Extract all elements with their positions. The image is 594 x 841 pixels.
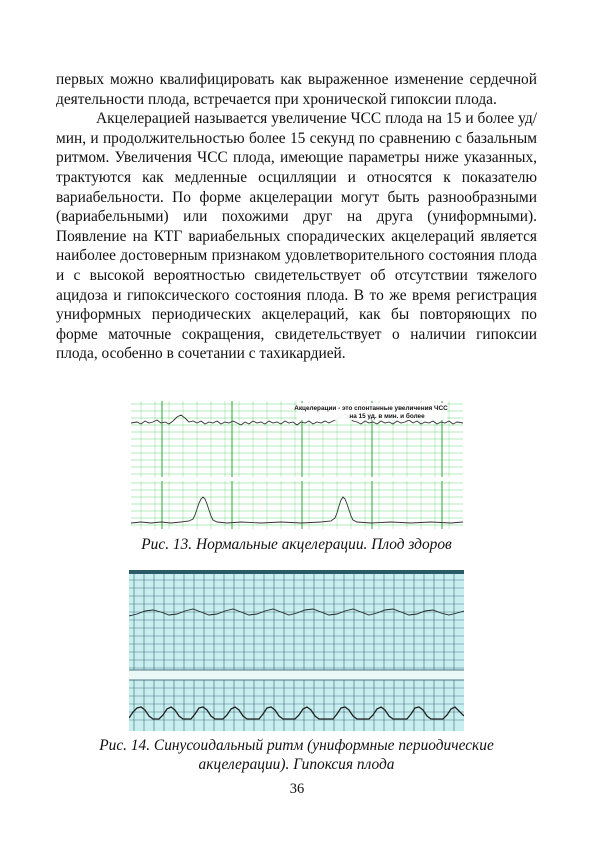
figure-13-ctg-normal [131,399,463,531]
figure-13-overlay-line2: на 15 уд. в мин. и более [349,413,425,420]
figure-13-caption: Рис. 13. Нормальные акцелерации. Плод здоров [141,536,452,553]
paragraph-accelerations: Акцелерацией называется увеличение ЧСС плода на 15 и более уд/мин, и продолжительностью более 15 секунд по сравнению с базальным ритмом. Увеличения ЧСС плода, имеющие параметры ниже указанных, трактуются как медленные осцилляции и относятся к показателю вариабельности. По форме акцелерации могут быть разнообразными (вариабельными) или похожими друг на друга (униформными). Появление на КТГ вариабельных спорадических акцелераций является наиболее достоверным признаком удовлетворительного состояния плода и с высокой вероятностью свидетельствует об отсутствии тяжелого ацидоза и гипоксического состояния плода. В то же время регистрация униформных периодических акцелераций, как бы повторяющих по форме маточные сокращения, свидетельствует о наличии гипоксии плода, особенно в сочетании с тахикардией. [56,110,537,363]
body-text [56,70,537,364]
ctg-trace-sinusoidal-image [129,570,464,731]
ctg-trace-normal-image [131,399,463,531]
figure-13-overlay-line1: Акцелерации - это спонтанные увеличения ЧСС [294,405,448,412]
figure-14-ctg-sinusoidal [129,570,464,731]
figure-14-caption: Рис. 14. Синусоидальный ритм (униформные периодические акцелерации). Гипоксия плода [99,737,494,773]
paragraph-continuation: первых можно квалифицировать как выраженное изменение сердечной деятельности плода, встречается при хронической гипоксии плода. [56,71,537,108]
page-number: 36 [289,781,305,797]
